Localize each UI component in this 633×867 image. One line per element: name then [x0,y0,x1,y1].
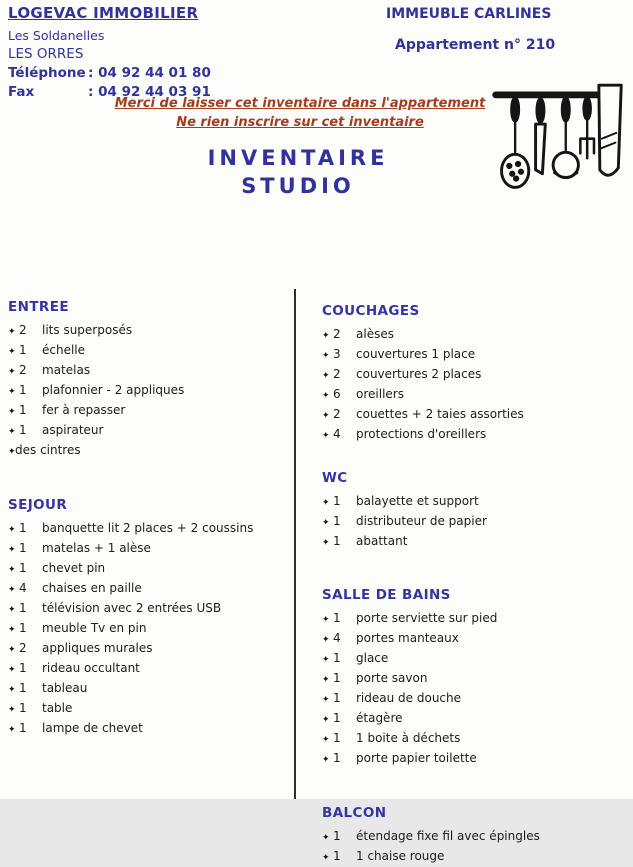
item-label: lits superposés [42,323,133,337]
list-item [8,421,294,441]
list-item [322,609,633,629]
item-quantity: 1 [19,701,27,715]
item-quantity: 2 [333,367,341,381]
company-name: LOGEVAC IMMOBILIER [8,4,199,22]
building-header [386,6,555,53]
item-quantity: 2 [19,641,27,655]
diamond-bullet-icon: ✦ [322,518,330,528]
list-item [8,321,294,341]
diamond-bullet-icon: ✦ [8,725,16,735]
diamond-bullet-icon: ✦ [8,347,16,357]
inventory-section-balcon [322,805,633,867]
item-label: étagère [356,711,403,725]
phone-number: : 04 92 44 01 80 [88,65,211,81]
list-item [322,669,633,689]
item-label: porte papier toilette [356,751,477,765]
item-quantity: 1 [19,561,27,575]
item-label: rideau occultant [42,661,140,675]
diamond-bullet-icon: ✦ [8,565,16,575]
list-item [322,629,633,649]
item-quantity: 1 [19,661,27,675]
item-quantity: 2 [19,363,27,377]
list-item [322,827,633,847]
item-quantity: 2 [333,407,341,421]
item-quantity: 1 [19,383,27,397]
item-label: distributeur de papier [356,514,487,528]
section-title: BALCON [322,805,387,821]
diamond-bullet-icon: ✦ [322,391,330,401]
item-quantity: 1 [333,849,341,863]
list-item [322,365,633,385]
item-quantity: 1 [333,611,341,625]
item-quantity: 1 [333,651,341,665]
item-label: tableau [42,681,88,695]
city-name: LES ORRES [8,46,84,62]
list-item [322,689,633,709]
item-quantity: 1 [19,721,27,735]
list-item [8,381,294,401]
item-label: banquette lit 2 places + 2 coussins [42,521,254,535]
list-item [8,539,294,559]
item-quantity: 4 [333,631,341,645]
agency-header [8,4,211,102]
notice-line-2: Ne rien inscrire sur cet inventaire [176,115,424,130]
item-label: couettes + 2 taies assorties [356,407,524,421]
item-label: 1 boite à déchets [356,731,461,745]
diamond-bullet-icon: ✦ [8,605,16,615]
list-item [8,441,294,461]
phone-label: Téléphone [8,65,86,81]
item-label: lampe de chevet [42,721,143,735]
item-label: des cintres [15,443,81,457]
diamond-bullet-icon: ✦ [8,327,16,337]
list-item [322,385,633,405]
diamond-bullet-icon: ✦ [8,685,16,695]
item-label: glace [356,651,389,665]
diamond-bullet-icon: ✦ [8,625,16,635]
document-title [0,144,596,200]
section-title: COUCHAGES [322,303,420,319]
item-quantity: 1 [19,343,27,357]
document-title-line-1: INVENTAIRE [207,146,389,170]
diamond-bullet-icon: ✦ [322,331,330,341]
list-item [322,729,633,749]
document-title-line-2: STUDIO [241,174,355,198]
inventory-section-sejour [8,497,294,739]
diamond-bullet-icon: ✦ [322,655,330,665]
inventory-section-entree [8,299,294,461]
column-right [296,289,633,863]
item-label: matelas + 1 alèse [42,541,151,555]
list-item [8,659,294,679]
diamond-bullet-icon: ✦ [322,675,330,685]
diamond-bullet-icon: ✦ [322,538,330,548]
item-label: plafonnier - 2 appliques [42,383,185,397]
diamond-bullet-icon: ✦ [8,585,16,595]
list-item [8,599,294,619]
item-label: portes manteaux [356,631,459,645]
diamond-bullet-icon: ✦ [322,715,330,725]
list-item [322,649,633,669]
diamond-bullet-icon: ✦ [8,427,16,437]
residence-name: Les Soldanelles [8,28,105,43]
item-quantity: 1 [19,621,27,635]
item-quantity: 1 [333,829,341,843]
diamond-bullet-icon: ✦ [322,853,330,863]
item-quantity: 6 [333,387,341,401]
list-item [322,532,633,552]
diamond-bullet-icon: ✦ [322,351,330,361]
column-left [0,289,296,799]
diamond-bullet-icon: ✦ [322,411,330,421]
item-label: fer à repasser [42,403,126,417]
diamond-bullet-icon: ✦ [322,695,330,705]
item-quantity: 4 [333,427,341,441]
diamond-bullet-icon: ✦ [8,545,16,555]
list-item [322,405,633,425]
apartment-number: Appartement n° 210 [395,37,556,53]
item-quantity: 1 [19,541,27,555]
diamond-bullet-icon: ✦ [8,447,16,457]
list-item [322,749,633,769]
list-item [322,325,633,345]
list-item [8,401,294,421]
item-quantity: 1 [19,681,27,695]
section-title: SEJOUR [8,497,68,513]
item-label: matelas [42,363,91,377]
diamond-bullet-icon: ✦ [8,407,16,417]
list-item [8,719,294,739]
list-item [8,639,294,659]
inventory-section-salle-de-bains [322,587,633,769]
list-item [322,847,633,867]
item-quantity: 2 [19,323,27,337]
list-item [8,579,294,599]
phone-row [8,64,211,83]
item-label: alèses [356,327,394,341]
item-label: appliques murales [42,641,153,655]
fax-label: Fax [8,84,35,100]
item-label: abattant [356,534,408,548]
item-label: balayette et support [356,494,479,508]
list-item [8,341,294,361]
list-item [8,519,294,539]
item-label: rideau de douche [356,691,462,705]
diamond-bullet-icon: ✦ [322,615,330,625]
list-item [322,492,633,512]
item-label: table [42,701,73,715]
item-quantity: 1 [19,423,27,437]
item-label: porte serviette sur pied [356,611,498,625]
section-title: SALLE DE BAINS [322,587,451,603]
item-quantity: 1 [19,521,27,535]
building-name: IMMEUBLE CARLINES [386,6,552,22]
list-item [322,345,633,365]
item-label: couvertures 1 place [356,347,476,361]
item-quantity: 1 [333,514,341,528]
diamond-bullet-icon: ✦ [8,645,16,655]
inventory-section-wc [322,470,633,552]
item-label: télévision avec 2 entrées USB [42,601,222,615]
item-quantity: 4 [19,581,27,595]
list-item [8,679,294,699]
diamond-bullet-icon: ✦ [8,665,16,675]
list-item [8,619,294,639]
list-item [8,559,294,579]
item-label: chevet pin [42,561,106,575]
diamond-bullet-icon: ✦ [322,833,330,843]
item-quantity: 1 [333,534,341,548]
diamond-bullet-icon: ✦ [322,431,330,441]
list-item [8,699,294,719]
item-quantity: 1 [333,671,341,685]
diamond-bullet-icon: ✦ [8,387,16,397]
diamond-bullet-icon: ✦ [322,635,330,645]
item-quantity: 1 [19,403,27,417]
section-title: ENTREE [8,299,69,315]
item-quantity: 1 [333,494,341,508]
diamond-bullet-icon: ✦ [8,705,16,715]
diamond-bullet-icon: ✦ [322,498,330,508]
item-quantity: 1 [333,731,341,745]
item-label: aspirateur [42,423,104,437]
item-quantity: 3 [333,347,341,361]
list-item [8,361,294,381]
diamond-bullet-icon: ✦ [322,755,330,765]
list-item [322,512,633,532]
list-item [322,709,633,729]
item-quantity: 1 [333,751,341,765]
item-quantity: 1 [333,691,341,705]
fax-number: : 04 92 44 03 91 [88,84,211,100]
item-label: oreillers [356,387,404,401]
item-label: protections d'oreillers [356,427,487,441]
item-label: meuble Tv en pin [42,621,147,635]
item-label: étendage fixe fil avec épingles [356,829,540,843]
item-quantity: 2 [333,327,341,341]
list-item [322,425,633,445]
diamond-bullet-icon: ✦ [322,371,330,381]
item-label: porte savon [356,671,428,685]
section-title: WC [322,470,348,486]
item-label: chaises en paille [42,581,142,595]
item-label: 1 chaise rouge [356,849,445,863]
item-quantity: 1 [19,601,27,615]
diamond-bullet-icon: ✦ [322,735,330,745]
inventory-columns [0,289,633,863]
notice-line-1: Merci de laisser cet inventaire dans l'appartement [114,96,486,111]
inventory-section-couchages [322,303,633,445]
item-label: couvertures 2 places [356,367,482,381]
diamond-bullet-icon: ✦ [8,367,16,377]
item-label: échelle [42,343,86,357]
diamond-bullet-icon: ✦ [8,525,16,535]
item-quantity: 1 [333,711,341,725]
